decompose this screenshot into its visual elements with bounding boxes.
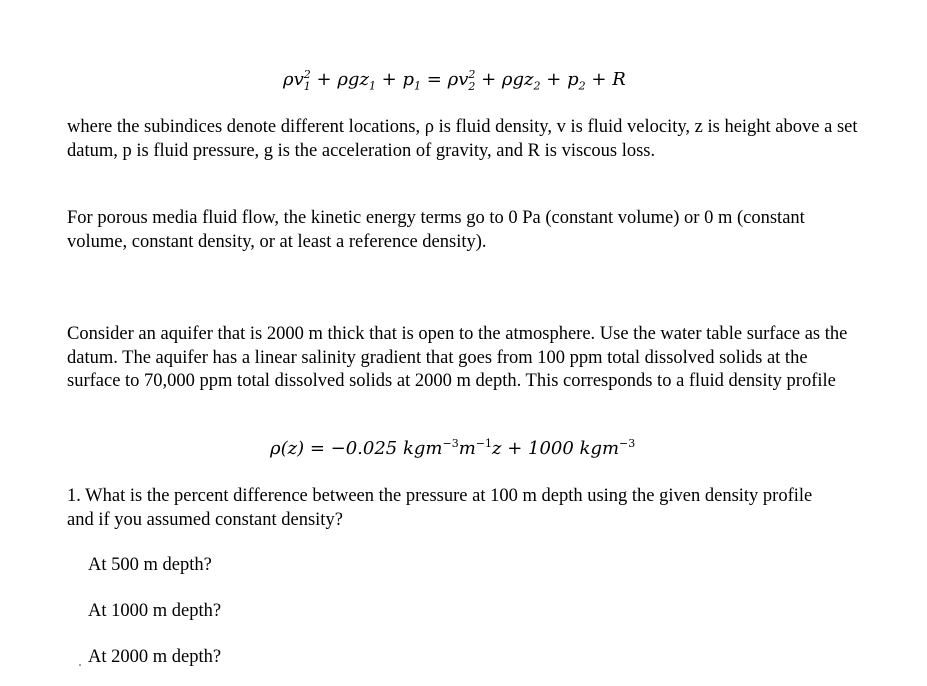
porous-media-text: For porous media fluid flow, the kinetic energy terms go to 0 Pa (constant volume) or 0 m (constant volume, constant density, or at least a reference density).	[67, 208, 805, 252]
sub-question-2000m: At 2000 m depth?	[88, 647, 222, 667]
porous-media-paragraph	[67, 207, 867, 254]
sub-question-500m: At 500 m depth?	[88, 555, 212, 575]
question-1	[67, 485, 837, 532]
sub-question-1000m: At 1000 m depth?	[88, 601, 222, 621]
stray-mark	[79, 664, 81, 666]
aquifer-text: Consider an aquifer that is 2000 m thick that is open to the atmosphere. Use the water table surface as the datum. The aquifer has a linear salinity gradient that goes from 100 ppm total dissolved solids at the surface to 70,000 ppm total dissolved solids at 2000 m depth. This corresponds to a fluid density profile	[67, 324, 848, 391]
density-profile-equation: ρ(z) = −0.025 $kgm^{-3}m^{-1}z + 1000$ kgm$^{-3}$	[270, 437, 636, 459]
definitions-paragraph	[67, 116, 867, 163]
bernoulli-equation: $\rho v^2_1 + \rho gz_1 + p_1 = \rho v^2_2 + \rho gz_2 + p_2 + R$	[283, 68, 626, 93]
question-1-text: 1. What is the percent difference between the pressure at 100 m depth using the given density profile and if you assumed constant density?	[67, 486, 813, 530]
definitions-text: where the subindices denote different locations, ρ is fluid density, v is fluid velocity, z is height above a set datum, p is fluid pressure, g is the acceleration of gravity, and R is viscous loss.	[67, 117, 858, 161]
aquifer-paragraph	[67, 323, 857, 394]
